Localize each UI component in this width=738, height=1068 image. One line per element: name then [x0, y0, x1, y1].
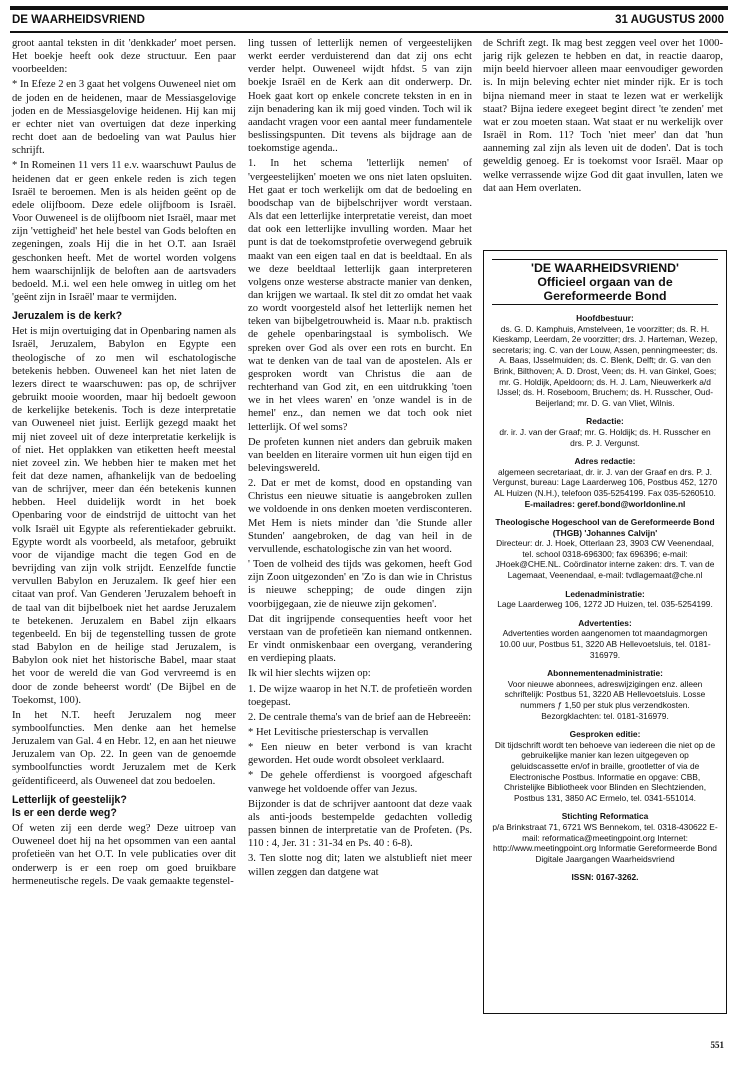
list-item: 2. De centrale thema's van de brief aan de Hebreeën: [248, 711, 472, 723]
section-heading: Jeruzalem is de kerk? [12, 310, 123, 323]
paragraph: de Schrift zegt. Ik mag best zeggen veel over het 1000-jarig rijk gelezen te hebben en dat, in reactie daarop, mijn beeld hiervoer alleen maar eenvoudiger geworden is. In mijn beleving echter niet minder rijk. Er is toch bijna niemand meer in staat te lezen wat er werkelijk staat? Bijna iedere exegeet begint direct 'te zenden' met wat er zou moeten staan. Wat staat er nu werkelijk over Israël in Rom. 11? Toch 'niet meer' dan dat 'hun aanneming zal zijn als leven uit de doden'. Dat is toch geweldig genoeg. Er is toekomst voor Israël. Maar op welke verrassende wijze God dit gaat invullen, laten we dat aan Hem overlaten. [483, 38, 723, 194]
paragraph: De profeten kunnen niet anders dan gebruik maken van beelden en literaire vormen uit hun eigen tijd en belevingswereld. [248, 436, 472, 474]
email-address: E-mailadres: geref.bond@worldonline.nl [524, 498, 686, 509]
issn: ISSN: 0167-3262. [571, 872, 639, 883]
colophon-title-line: Officieel orgaan van de [537, 275, 673, 289]
column-2 [248, 37, 472, 881]
list-item: * De gehele offerdienst is voorgoed afgeschaft vanwege het voldoende offer van Jezus. [248, 770, 472, 795]
header-rule [10, 31, 728, 33]
colophon-section-thgb [492, 517, 718, 581]
colophon-section-reformatica [492, 811, 718, 864]
colophon-box [483, 250, 727, 1014]
colophon-title [492, 259, 718, 305]
section-label: Abonnementenadministratie: [547, 668, 663, 679]
paragraph: * In Romeinen 11 vers 11 e.v. waarschuwt Paulus de heidenen dat er geen enkele reden is zich tegen Israël te beroemen. Men is als heiden geënt op de edele olijfboom. Deze edele olijfboom is Israël. Voor Ouweneel is de olijfboom niet Israël, maar met zijn 'vettigheid' het hele bestel van Gods beloften en zegeningen, zoals Hij die in het O.T. aan Israël geschonken heeft. Met de wortel worden volgens hem waarschijnlijk de beloften aan de aartsvaders bedoeld. M.i. wel een hele omweg in uitleg om het 'geënt zijn in Israël' maar te vermijden. [12, 160, 236, 303]
paragraph: 3. Ten slotte nog dit; laten we alstublieft niet meer willen zeggen dan datgene wat [248, 853, 472, 878]
colophon-title-line: 'DE WAARHEIDSVRIEND' [531, 261, 679, 275]
section-text: Directeur: dr. J. Hoek, Otterlaan 23, 3903 CW Veenendaal, tel. school 0318-696300; fax 696396; e-mail: JHoek@CHE.NL. Coördinator interne zaken: drs. T. van de Lagemaat, Veenendaal, e-mail: tvdlagemaat@che.nl [495, 538, 715, 581]
colophon-section-redactie [492, 416, 718, 448]
paragraph: Het is mijn overtuiging dat in Openbaring namen als Israël, Jeruzalem, Babylon en Egypte een theologische of zo men wil eschatologische betekenis hebben. Ouweneel kan het niet laten de lezers direct te waarschuwen: pas op, de schrijver gebruikt mooie woorden, maar hij bedoelt gewoon de kerkelijke betekenis. Toch is deze interpretatie van Ouweneel niet juist. Eerlijk gezegd maakt het mij niet zoveel uit of deze interpretatie kerkelijk is of niet. Het opplakken van etiketten heeft meestal niet zoveel zin. We hebben hier te maken met het feit dat deze namen, afhankelijk van de bedoeling van de schrijver, meer dan één betekenis kunnen hebben. Heel duidelijk wordt in het boek Openbaring voor de eindstrijd de uittocht van het volk Israël uit Egypte als referentiekader gebruikt. Egypte wordt als voorbeeld, als metafoor, gebruikt voor de vijandige macht die tegen God en de bevrijding van zijn volk strijdt. Eenzelfde functie vervullen Babylon en Jeruzalem. Ik geef hier een citaat van prof. Van Genderen 'Jeruzalem behoeft in de taal van dit bijbelboek niet het aardse Jeruzalem te betekenen. Jeruzalem en Babel zijn elkaars tegenbeeld. En bij de tegenstelling tussen de grote stad Babylon en de heilige stad Jeruzalem, is Babylon ook niet het historische Babel, maar staat het voor de wereld die van God vervreemd is en door de zonde beheerst wordt' (De Bijbel en de Toekomst, 100). [12, 326, 236, 706]
page-number: 551 [710, 1040, 724, 1050]
section-text: dr. ir. J. van der Graaf; mr. G. Holdijk; ds. H. Russcher en drs. P. J. Vergunst. [499, 426, 711, 448]
publication-name: DE WAARHEIDSVRIEND [12, 14, 145, 26]
section-label: Theologische Hogeschool van de Gereformeerde Bond (THGB) 'Johannes Calvijn' [495, 517, 715, 538]
list-item: * Een nieuw en beter verbond is van kracht geworden. Het oude wordt obsoleet verklaard. [248, 742, 472, 767]
paragraph: In het N.T. heeft Jeruzalem nog meer symboolfuncties. Men denke aan het hemelse Jeruzalem van Gal. 4 en Hebr. 12, en aan het nieuwe Jeruzalem van Op. 22. In geen van de genoemde symboolfuncties wordt Jeruzalem met de Kerk geïdentificeerd, als Ouweneel dat zou bedoelen. [12, 709, 236, 787]
section-text: ds. G. D. Kamphuis, Amstelveen, 1e voorzitter; ds. R. H. Kieskamp, Leerdam, 2e voorzitter; drs. J. Harteman, Wezep, secretaris; ing. C. van der Louw, Assen, penningmeester; ds. A. Baas, IJsselmuiden; ds. C. Blenk, Delft; dr. G. van den Brink, Bilthoven; A. D. Drost, Veen; ds. H. van Ginkel, Goes; mr. G. Holdijk, Apeldoorn; ds. H. J. Lam, Nieuwerkerk a/d IJssel; ds. H. Roseboom, Bruchem; ds. H. Russcher, Oud-Beijerland; mr. D. G. van Vliet, Wilnis. [492, 323, 718, 408]
paragraph: ling tussen of letterlijk nemen of vergeestelijken werkt eerder verduisterend dan dat zij ons echt verder helpt. Ouweneel wijdt hfdst. 5 van zijn boekje Israël en de Kerk aan dit onderwerp. Dr. Hoek gaat kort op enkele concrete teksten in en in zijn benadering kan ik mij goed vinden. Toch wil ik aandacht vragen voor een aantal meer fundamentele beslissingspunten. Dit tevens als bijdrage aan de toekomstige agenda.. [248, 38, 472, 155]
section-label: Advertenties: [578, 617, 632, 628]
section-text: p/a Brinkstraat 71, 6721 WS Bennekom, tel. 0318-430622 E-mail: reformatica@meetingpoint.org Internet: http://www.meetingpoint.org Informatie Gereformeerde Bond Digitale Jaargangen Waarheidsvriend [492, 821, 718, 864]
column-1 [12, 37, 236, 890]
paragraph: Bijzonder is dat de schrijver aantoont dat deze vaak als anti-joods bestempelde gedachten volledig passen binnen de interpretatie van de Profeten. (Ps. 110 : 4, Jer. 31 : 31-34 en Ps. 40 : 6-8). [248, 798, 472, 850]
colophon-section-advertenties [492, 618, 718, 660]
colophon-section-abonnementen [492, 668, 718, 721]
paragraph: Of weten zij een derde weg? Deze uitroep van Ouweneel doet hij na het opsommen van een aantal profetieën van het O.T. In vele publicaties over dit onderwerp is er een roep om goed bruikbare hermeneutische regels. De vaak gemaakte tegenstel- [12, 823, 236, 887]
section-label: Hoofdbestuur: [576, 313, 634, 323]
top-rule [10, 6, 728, 10]
colophon-section-adres [492, 456, 718, 509]
issue-date: 31 AUGUSTUS 2000 [615, 14, 724, 26]
section-subheading: Is er een derde weg? [12, 806, 117, 819]
colophon-title-line: Gereformeerde Bond [543, 289, 667, 303]
colophon-section-leden [492, 589, 718, 610]
list-item: 1. De wijze waarop in het N.T. de profetieën worden toegepast. [248, 683, 472, 708]
paragraph: ' Toen de volheid des tijds was gekomen, heeft God zijn Zoon uitgezonden' en 'Zo is dan wie in Christus is nieuwe schepping; de oude dingen zijn voorbijgegaan, zie de nieuwe zijn gekomen'. [248, 559, 472, 610]
section-text: Dit tijdschrift wordt ten behoeve van iedereen die niet op de gebruikelijke manier kan lezen uitgegeven op geluidscassette en/of in braille, grootletter of via de Electronische Postbus. Informatie en opgave: CBB, Christelijke Bibliotheek voor Blinden en Slechtzienden, Postbus 131, 3850 AC Ermelo, tel. 0341-551014. [494, 739, 716, 803]
paragraph: groot aantal teksten in dit 'denkkader' moet persen. Het boekje heeft ook deze structuur. Een paar voorbeelden: [12, 38, 236, 76]
colophon-section-bestuur [492, 313, 718, 408]
paragraph: Ik wil hier slechts wijzen op: [248, 668, 371, 680]
section-label: Stichting Reformatica [561, 811, 649, 822]
section-text: algemeen secretariaat, dr. ir. J. van der Graaf en drs. P. J. Vergunst, bureau: Lage Laarderweg 106, Postbus 452, 1270 AL Huizen (N.H.), telefoon 035-5254199. Fax 035-5260510. [492, 466, 718, 498]
section-label: Ledenadministratie: [565, 588, 645, 599]
section-label: Gesproken editie: [569, 729, 641, 740]
section-label: Adres redactie: [574, 456, 636, 467]
section-heading: Letterlijk of geestelijk? [12, 793, 127, 806]
paragraph: * In Efeze 2 en 3 gaat het volgens Ouweneel niet om de joden en de heidenen, maar de Messiasgelovige joden en de Messiasgelovige heidenen. Hij kan mij er echter niet van overtuigen dat deze inperking recht doet aan de bedoeling van wat Paulus hier schrijft. [12, 79, 236, 157]
colophon-section-gesproken [492, 729, 718, 803]
colophon-issn [492, 872, 718, 883]
paragraph: 2. Dat er met de komst, dood en opstanding van Christus een nieuwe situatie is aangebroken zullen we voldoende in ons denken moeten verdisconteren. Met Hem is niets minder dan 'die Stunde aller Stunden' aangebroken, de dag van heil in de vervullende, eschatologische zin van het woord. [248, 478, 472, 555]
column-3 [483, 37, 723, 197]
section-label: Redactie: [586, 416, 624, 427]
list-item: * Het Levitische priesterschap is vervallen [248, 726, 429, 738]
section-text: Lage Laarderweg 106, 1272 JD Huizen, tel. 035-5254199. [497, 599, 713, 610]
section-text: Advertenties worden aangenomen tot maandagmorgen 10.00 uur, Postbus 51, 3220 AB Hellevoetsluis, tel. 0181-316979. [499, 628, 711, 660]
running-header [12, 14, 724, 30]
section-text: Voor nieuwe abonnees, adreswijzigingen enz. alleen schriftelijk: Postbus 51, 3220 AB Hellevoetsluis. Losse nummers ƒ 1,50 per stuk plus verzendkosten. Bezorgklachten: tel. 0181-316979. [504, 678, 706, 721]
paragraph: Dat dit ingrijpende consequenties heeft voor het verstaan van de profetieën kan niemand ontkennen. Er vindt onmiskenbaar een overgang, verandering en verdieping plaats. [248, 613, 472, 665]
paragraph: 1. In het schema 'letterlijk nemen' of 'vergeestelijken' moeten we ons niet laten opsluiten. Het gaat er toch werkelijk om dat de bedoeling en boodschap van de bijbelschrijver wordt verstaan. Als dat een letterlijke interpretatie vereist, dan moet dat ook een letterlijke invulling worden. Maar het punt is dat de toekomstprofetie overwegend gebruik maakt van een eigen taal en dat is beeldtaal. En als we deze beeldtaal letterlijk gaan interpreteren volgens onze westerse abstracte manier van denken, dan krijgen we wartaal. Ik stel dit zo omdat het vaak zo wordt voorgesteld alsof het letterlijk nemen het teken van bijbelgetrouwheid is. Maar n.b. praktisch de gehele openbaringstaal is symbolisch. We spreken over God als over een rots en burcht. En wat te denken van de taal van de apostelen. Als er gesproken wordt van Christus die aan de rechterhand van God zit, en een uitdrukking 'toen we in het vlees waren' en 'onze wandel is in de hemel' enz., dan nemen we dat toch ook niet letterlijk. Of wel soms? [248, 158, 472, 433]
